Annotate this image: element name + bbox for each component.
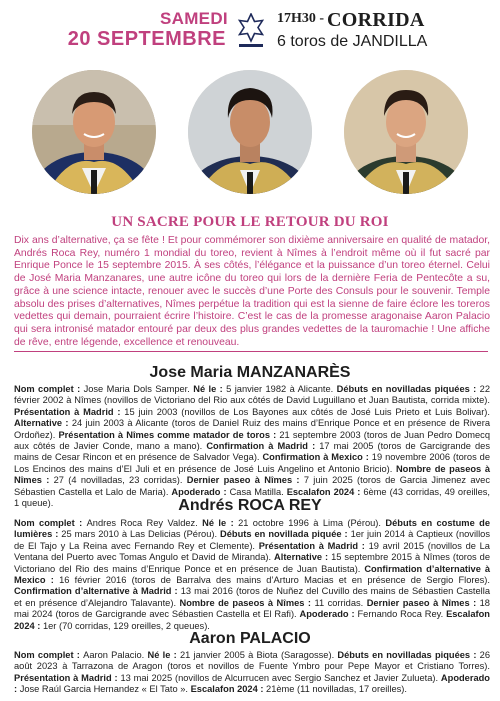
section-divider [14,351,488,352]
bio-field-value: 1er juin 2014 à Captieux (novillos de El Tajo y La Reina avec Fernando Rey et Clemente). [14,529,490,551]
event-bulls: 6 toros de JANDILLA [277,33,428,50]
bio-field-value: 21 janvier 2005 à Biota (Saragosse). [179,650,338,660]
bio-field-value: 13 mai 2025 (novillos de Alcurrucen avec Sergio Sanchez et Javier Zulueta). [120,672,441,683]
bio-field-label: Confirmation d’alternative à Mexico : [14,563,490,586]
intro-text: Dix ans d’alternative, ça se fête ! Et pour commémorer son dixième anniversaire en qualité de matador, Andrés Roca Rey, numéro 1 mondial du toreo, revient à Nîmes à l’endroit même où il fut sacré par Enrique Ponce le 15 septembre 2015. À ses côtés, l’élégance et la puissance d’un toreo éternel. Celui de José Maria Manzanares, une autre icône du toreo qui lors de la dernière Feria de Pentecôte a su, grâce à une science intacte, renouer avec le succès d’une Porte des Consuls pour le souvenir. Temple absolu des prises d’alternatives, Nîmes perpétue la tradition qui est la sienne de faire éclore les toreros vedettes qui demain, pourraient écrire l’histoire. C’est le cas de la promesse aragonaise Aaron Palacio qui sera intronisé matador entouré par deux des plus grandes vedettes de la tauromachie ! Une affiche de rêve, entre légende, excellence et renouveau. [14,235,490,348]
torero-bio-manzanares [14,384,490,509]
bio-field-label: Nombre de paseos à Nîmes : [14,463,491,486]
bio-field-label: Apoderado : [14,672,490,695]
bio-field-value: 15 septembre 2015 à Nîmes (toros de Victoriano del Rio des mains d’Enrique Ponce et en présence de Juan Bautista). [14,552,490,574]
bio-field-value: 21 septembre 2003 (toros de Juan Pedro Domecq aux côtés de Javier Conde, mano a mano). [14,429,490,452]
bio-field-label: Confirmation à Madrid : [206,441,320,452]
bio-field-label: Né le : [202,518,239,528]
bio-field-label: Débuts en novilladas piquées : [337,650,480,660]
bio-field-value: 7 juin 2025 (toros de Garcia Jimenez avec Sébastien Castella et Lalo de Maria). [14,475,490,497]
torero-last-name: PALACIO [239,630,311,647]
bio-field-value: Casa Matilla. [229,486,287,497]
torero-name-palacio [0,630,500,648]
event-date: 20 SEPTEMBRE [67,28,226,50]
bio-field-label: Présentation à Madrid : [14,406,125,417]
bio-field-value: 13 mai 2016 (toros de Nuñez del Cuvillo des mains de Sébastien Castella et en présence d’Alejandro Talavante). [14,586,490,608]
event-time: 17H30 - [277,11,325,26]
bio-field-label: Apoderado : [171,486,230,497]
bio-field-value: 22 février 2002 à Nîmes (novillos de Victoriano del Rio aux côtés de David Luguillano et Juan Bautista, corrida mixte). [14,384,491,406]
event-type: CORRIDA [327,9,425,31]
bio-field-label: Présentation à Madrid : [258,540,369,551]
bio-field-value: Aaron Palacio. [83,650,148,660]
intro-title: UN SACRE POUR LE RETOUR DU ROI [111,214,389,230]
bio-field-label: Dernier paseo à Nîmes : [366,597,480,608]
bio-field-value: Jose Maria Dols Samper. [83,384,194,394]
bio-field-label: Débuts en novillada piquée : [220,529,351,540]
star-outline-icon [236,13,266,43]
bio-field-value: 21 octobre 1996 à Lima (Pérou). [238,518,386,528]
bio-field-label: Confirmation d’alternative à Madrid : [14,586,181,597]
torero-first-name: Andrés [178,497,234,514]
star-underline [239,44,263,47]
bio-field-value: 18 mai 2024 (toros de Garcigrande avec Sébastien Castella et El Rafi). [14,597,490,620]
bio-field-label: Escalafon 2024 : [286,486,364,497]
bio-field-label: Escalafon 2024 : [14,609,490,631]
bio-field-value: 24 juin 2003 à Alicante (toros de Daniel Ruiz des mains d’Enrique Ponce et en présence de Rivera Ordoñez). [14,418,490,440]
bio-field-value: Fernando Roca Rey. [357,609,447,620]
event-header [0,0,500,60]
bio-field-label: Nom complet : [14,650,84,660]
bio-field-label: Nom complet : [14,384,84,394]
roca-rey-portrait [188,70,312,194]
bio-field-value: Andres Roca Rey Valdez. [86,518,203,528]
bio-field-value: 21ème (11 novilladas, 17 oreilles). [266,684,407,695]
bio-field-value: 6ème (43 corridas, 49 oreilles, 1 queue). [14,486,490,509]
bio-field-value: 11 corridas. [314,597,367,608]
event-day: SAMEDI [160,9,228,28]
bio-field-label: Alternative : [274,552,332,563]
palacio-portrait [344,70,468,194]
torero-last-name: ROCA REY [237,497,322,514]
bio-field-label: Présentation à Madrid : [14,672,121,683]
bio-field-value: 15 juin 2003 (novillos de Los Bayones aux côtés de José Luis Prieto et Luis Bolivar). [124,406,490,417]
torero-first-name: Jose Maria [149,364,233,381]
torero-bio-palacio [14,650,490,696]
bio-field-label: Nom complet : [14,518,87,528]
bio-field-label: Débuts en novilladas piquées : [336,384,480,394]
bio-field-label: Né le : [193,384,227,394]
bio-field-label: Escalafon 2024 : [190,684,267,695]
torero-name-manzanares [0,364,500,382]
bio-field-label: Débuts en costume de lumières : [14,518,490,540]
bio-field-value: 26 août 2023 à Tarrazona de Aragon (toros et novillos de Fuente Ymbro pour Pepe Mayor et Cristiano Torres). [14,650,491,672]
bio-field-value: 17 mai 2005 (toros de Garcigrande des mains de Cesar Rincon et en présence de Salvador Vega). [14,441,490,463]
bio-field-value: 16 février 2016 (toros de Barralva des mains d’Arturo Macias et en présence de Sergio Flores). [59,575,490,586]
bio-field-label: Confirmation à Mexico : [262,452,372,463]
bio-field-label: Dernier paseo à Nîmes : [186,475,304,486]
bio-field-value: 19 novembre 2006 (toros de Los Encinos des mains d’El Juli et en présence de José Luis Angelino et Antonio Bricio). [14,452,490,474]
torero-last-name: MANZANARÈS [236,364,351,381]
manzanares-portrait [32,70,156,194]
bio-field-value: 27 (4 novilladas, 23 corridas). [53,475,187,486]
bio-field-value: 5 janvier 1982 à Alicante. [226,384,337,394]
torero-first-name: Aaron [189,630,236,647]
bio-field-label: Alternative : [14,418,72,429]
bio-field-label: Apoderado : [299,609,358,620]
bio-field-value: 25 mars 2010 à Las Delicias (Pérou). [61,529,221,540]
bio-field-value: Jose Raúl Garcia Hernandez « El Tato ». [19,684,191,695]
bio-field-value: 19 avril 2015 (novillos de La Ventana del Puerto avec Tomas Angulo et David de Miranda). [14,540,490,563]
bio-field-value: 1er (70 corridas, 129 oreilles, 2 queues). [42,620,210,631]
torero-bio-roca-rey [14,518,490,632]
bio-field-label: Présentation à Nîmes comme matador de toros : [58,429,280,440]
bio-field-label: Né le : [147,650,180,660]
torero-name-roca-rey [0,497,500,515]
bio-field-label: Nombre de paseos à Nîmes : [179,597,315,608]
